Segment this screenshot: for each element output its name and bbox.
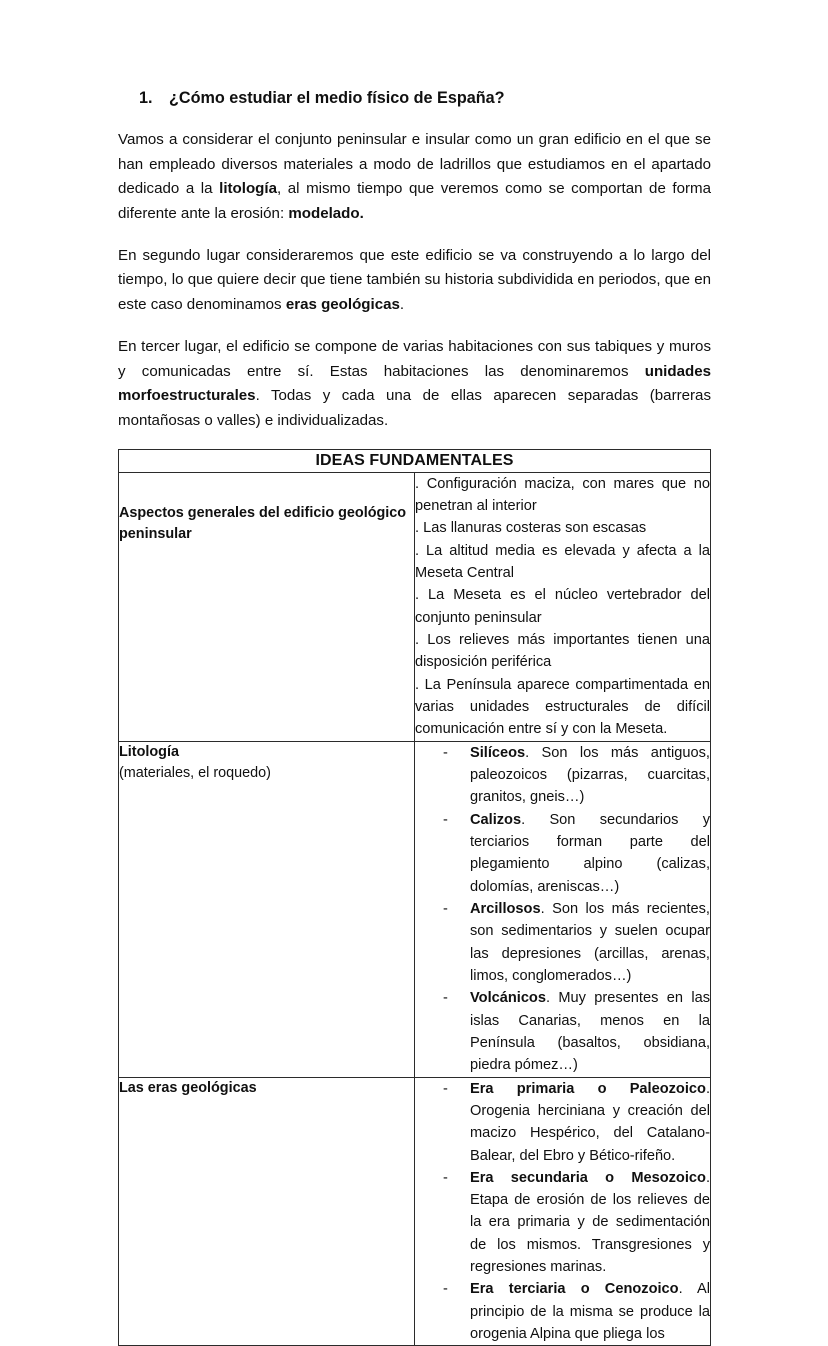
text-run: .	[399, 295, 405, 313]
page-content	[118, 88, 711, 1346]
paragraph-1	[118, 128, 711, 226]
heading-number: 1.	[139, 89, 153, 107]
list-item-text: . Son los más antiguos, paleozoicos (pizarras, cuarcitas, granitos, gneis…)	[470, 744, 710, 806]
list-item-text: . Al principio de la misma se produce la orogenia Alpina que pliega los	[470, 1281, 711, 1343]
row-label-cell	[119, 1077, 415, 1346]
table-body	[119, 472, 711, 1346]
row-content-cell	[415, 741, 711, 1077]
bold-run: unidades morfoestructurales	[118, 362, 711, 405]
list-item	[415, 1278, 710, 1345]
paragraph-3	[118, 335, 711, 433]
table-header-row	[119, 450, 711, 473]
bullet-line: . La Península aparece compartimentada en varias unidades estructurales de difícil comunicación entre sí y con la Meseta.	[415, 676, 710, 738]
paragraph-2	[118, 244, 711, 317]
dash-bullet-list	[415, 742, 710, 1077]
row-label: Litología	[119, 743, 179, 760]
dash-bullet-list	[415, 1078, 710, 1346]
list-item	[415, 1078, 710, 1167]
table-row	[119, 741, 711, 1077]
text-run: Vamos a considerar el conjunto peninsular e insular como un gran edificio en el que se han empleado diversos materiales a modo de ladrillos que estudiamos en el apartado dedicado a la	[118, 131, 711, 198]
bold-run: litología	[219, 180, 277, 198]
list-item-term: Era secundaria o Mesozoico	[470, 1169, 706, 1186]
table-title-cell: IDEAS FUNDAMENTALES	[119, 450, 711, 473]
bold-run: eras geológicas	[285, 295, 400, 313]
list-item	[415, 809, 710, 898]
bullet-line: . La altitud media es elevada y afecta a la Meseta Central	[415, 542, 710, 581]
list-item-term: Silíceos	[470, 744, 526, 761]
bold-run: modelado.	[288, 204, 364, 222]
text-run: En tercer lugar, el edificio se compone de varias habitaciones con sus tabiques y muros y comunicadas entre sí. Estas habitaciones las denominaremos	[118, 338, 711, 380]
row-label: Las eras geológicas	[119, 1079, 257, 1096]
list-item-term: Calizos	[470, 811, 522, 828]
list-item-term: Era terciaria o Cenozoico	[470, 1281, 679, 1298]
row-label-cell	[119, 472, 415, 741]
ideas-fundamentales-table	[118, 449, 711, 1346]
bullet-line: . Configuración maciza, con mares que no penetran al interior	[415, 475, 710, 514]
list-item-term: Era primaria o Paleozoico	[470, 1080, 706, 1097]
list-item-term: Arcillosos	[470, 900, 541, 917]
bullet-line: . Las llanuras costeras son escasas	[415, 520, 647, 537]
table-row	[119, 1077, 711, 1346]
list-item	[415, 1167, 710, 1279]
text-run: En segundo lugar consideraremos que este edificio se va construyendo a lo largo del tiempo, lo que quiere decir que tiene también su historia subdividida en periodos, que en este caso denominamos	[118, 247, 711, 313]
bullet-line: . La Meseta es el núcleo vertebrador del conjunto peninsular	[415, 587, 710, 626]
row-label-cell	[119, 741, 415, 1077]
table-row	[119, 472, 711, 741]
list-item-text: . Muy presentes en las islas Canarias, menos en la Península (basaltos, obsidiana, piedra pómez…)	[470, 990, 710, 1074]
heading-text: ¿Cómo estudiar el medio físico de España?	[169, 89, 505, 107]
text-run: . Todas y cada una de ellas aparecen separadas (barreras montañosas o valles) e individualizadas.	[118, 387, 711, 429]
list-item	[415, 987, 710, 1076]
section-heading	[118, 88, 711, 108]
bullet-line: . Los relieves más importantes tienen una disposición periférica	[415, 631, 710, 671]
row-sublabel: (materiales, el roquedo)	[119, 765, 271, 782]
list-item-text: . Etapa de erosión de los relieves de la era primaria y de sedimentación de los mismos. Transgresiones y regresiones marinas.	[470, 1169, 710, 1276]
list-item-text: . Orogenia herciniana y creación del macizo Hespérico, del Catalano-Balear, del Ebro y Bético-rifeño.	[470, 1080, 710, 1164]
row-content-cell	[415, 472, 711, 741]
list-item-text: . Son los más recientes, son sedimentarios y suelen ocupar las depresiones (arcillas, arenas, limos, conglomerados…)	[470, 900, 710, 984]
row-content-cell	[415, 1077, 711, 1346]
text-run: , al mismo tiempo que veremos como se comportan de forma diferente ante la erosión:	[118, 180, 711, 222]
list-item-text: . Son secundarios y terciarios forman parte del plegamiento alpino (calizas, dolomías, areniscas…)	[470, 811, 710, 895]
list-item-term: Volcánicos	[470, 990, 546, 1007]
list-item	[415, 898, 710, 987]
row-label: Aspectos generales del edificio geológico peninsular	[119, 504, 407, 543]
list-item	[415, 742, 710, 809]
